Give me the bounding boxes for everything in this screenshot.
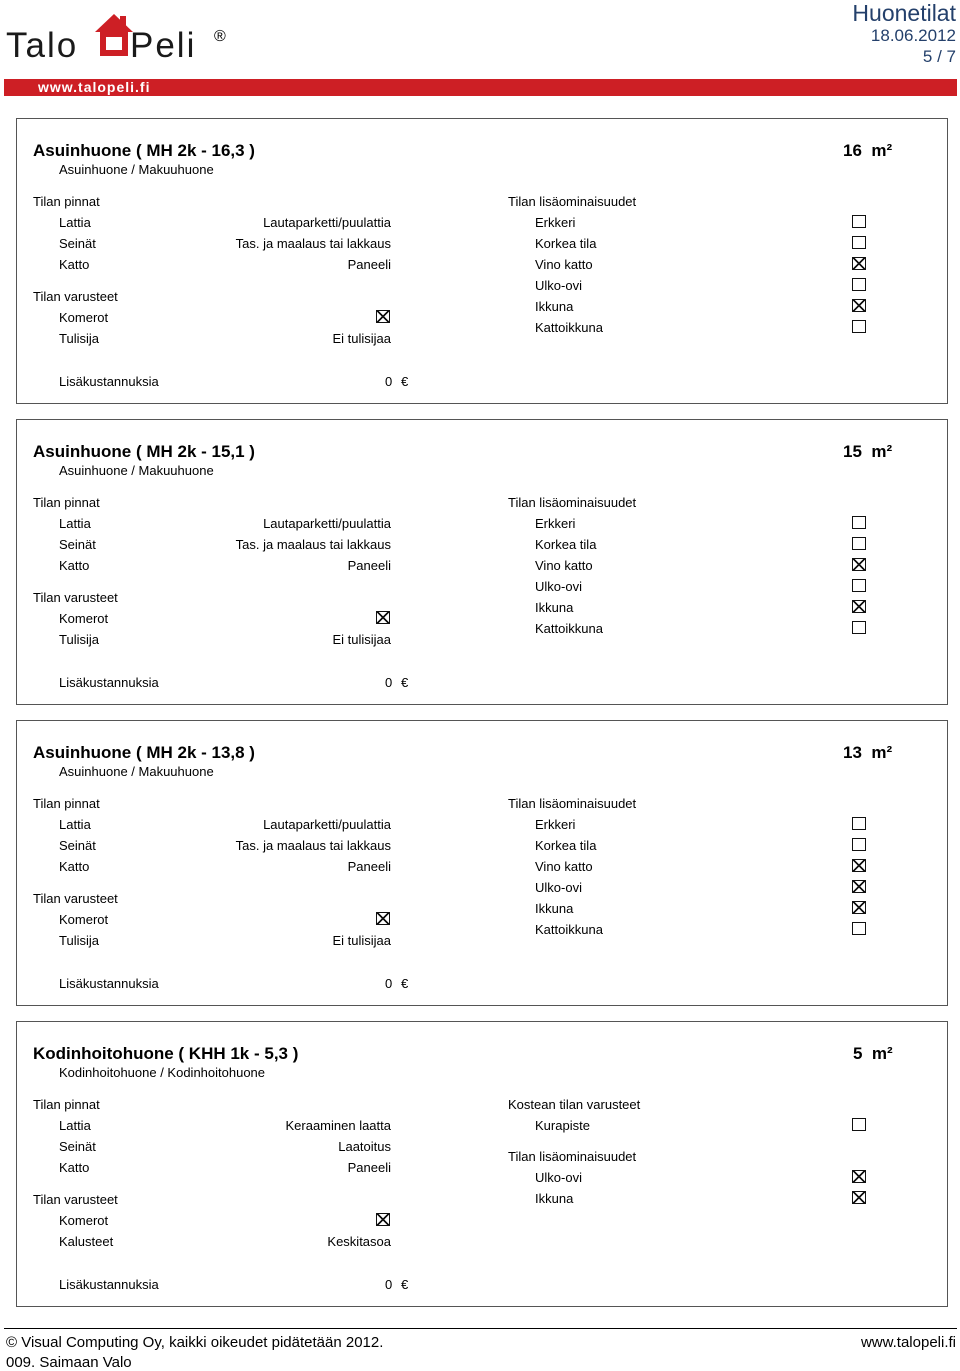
walls-label: Seinät: [59, 838, 96, 853]
room-name: Asuinhuone ( MH 2k - 13,8 ): [33, 743, 255, 762]
ceiling-value: Paneeli: [347, 1160, 391, 1175]
bay-checkbox[interactable]: [852, 516, 866, 529]
extra-costs-label: Lisäkustannuksia: [59, 374, 159, 389]
website-link[interactable]: www.talopeli.fi: [38, 79, 151, 95]
wet-equipment-heading: Kostean tilan varusteet: [508, 1097, 641, 1112]
equipment-heading: Tilan varusteet: [33, 289, 118, 304]
equipment-heading: Tilan varusteet: [33, 1192, 118, 1207]
surfaces-heading: Tilan pinnat: [33, 796, 100, 811]
bay-label: Erkkeri: [535, 516, 576, 531]
slanted-ceiling-label: Vino katto: [535, 257, 593, 272]
extra-costs-value: 0: [385, 374, 393, 389]
bay-label: Erkkeri: [535, 817, 576, 832]
floor-label: Lattia: [59, 817, 91, 832]
window-checkbox[interactable]: [852, 299, 866, 312]
closets-label: Komerot: [59, 1213, 109, 1228]
features-heading: Tilan lisäominaisuudet: [508, 796, 637, 811]
bay-checkbox[interactable]: [852, 817, 866, 830]
window-label: Ikkuna: [535, 600, 574, 615]
high-space-label: Korkea tila: [535, 537, 597, 552]
extra-costs-value: 0: [385, 675, 393, 690]
furniture-label: Kalusteet: [59, 1234, 114, 1249]
outdoor-door-checkbox[interactable]: [852, 579, 866, 592]
walls-value: Tas. ja maalaus tai lakkaus: [235, 236, 391, 251]
high-space-checkbox[interactable]: [852, 236, 866, 249]
high-space-checkbox[interactable]: [852, 838, 866, 851]
sink-checkbox[interactable]: [852, 1118, 866, 1131]
skylight-checkbox[interactable]: [852, 320, 866, 333]
fireplace-value: Ei tulisijaa: [332, 632, 391, 647]
room-card: [16, 419, 948, 705]
floor-value: Keraaminen laatta: [285, 1118, 391, 1133]
ceiling-value: Paneeli: [347, 558, 391, 573]
user-name: 009. Saimaan Valo: [6, 1354, 132, 1371]
extra-costs-label: Lisäkustannuksia: [59, 675, 159, 690]
furniture-value: Keskitasoa: [327, 1234, 391, 1249]
footer-divider: [4, 1328, 957, 1329]
ceiling-label: Katto: [59, 257, 90, 272]
closets-checkbox[interactable]: [376, 310, 390, 323]
skylight-label: Kattoikkuna: [535, 621, 603, 636]
walls-label: Seinät: [59, 1139, 96, 1154]
surfaces-heading: Tilan pinnat: [33, 194, 100, 209]
room-area: 15 m²: [843, 442, 893, 461]
slanted-ceiling-checkbox[interactable]: [852, 859, 866, 872]
fireplace-label: Tulisija: [59, 331, 99, 346]
fireplace-value: Ei tulisijaa: [332, 933, 391, 948]
sink-label: Kurapiste: [535, 1118, 590, 1133]
surfaces-heading: Tilan pinnat: [33, 1097, 100, 1112]
outdoor-door-checkbox[interactable]: [852, 880, 866, 893]
document-title: Huonetilat: [852, 0, 956, 26]
outdoor-door-label: Ulko-ovi: [535, 880, 582, 895]
page-number: 5 / 7: [922, 47, 956, 66]
features-heading: Tilan lisäominaisuudet: [508, 1149, 637, 1164]
closets-label: Komerot: [59, 611, 109, 626]
ceiling-label: Katto: [59, 859, 90, 874]
outdoor-door-checkbox[interactable]: [852, 1170, 866, 1183]
extra-costs-label: Lisäkustannuksia: [59, 1277, 159, 1292]
window-label: Ikkuna: [535, 1191, 574, 1206]
equipment-heading: Tilan varusteet: [33, 590, 118, 605]
walls-value: Tas. ja maalaus tai lakkaus: [235, 838, 391, 853]
bay-label: Erkkeri: [535, 215, 576, 230]
fireplace-label: Tulisija: [59, 933, 99, 948]
walls-value: Tas. ja maalaus tai lakkaus: [235, 537, 391, 552]
skylight-checkbox[interactable]: [852, 621, 866, 634]
room-name: Kodinhoitohuone ( KHH 1k - 5,3 ): [33, 1044, 299, 1063]
high-space-checkbox[interactable]: [852, 537, 866, 550]
skylight-checkbox[interactable]: [852, 922, 866, 935]
floor-value: Lautaparketti/puulattia: [263, 516, 391, 531]
registered-mark: ®: [214, 28, 226, 45]
logo-word-peli: Peli: [130, 26, 197, 65]
fireplace-label: Tulisija: [59, 632, 99, 647]
floor-label: Lattia: [59, 516, 91, 531]
room-type: Asuinhuone / Makuuhuone: [59, 764, 214, 779]
window-checkbox[interactable]: [852, 1191, 866, 1204]
high-space-label: Korkea tila: [535, 236, 597, 251]
room-card: [16, 118, 948, 404]
extra-costs-value: 0: [385, 1277, 393, 1292]
outdoor-door-label: Ulko-ovi: [535, 278, 582, 293]
room-area: 5 m²: [853, 1044, 893, 1063]
window-checkbox[interactable]: [852, 901, 866, 914]
floor-value: Lautaparketti/puulattia: [263, 215, 391, 230]
outdoor-door-label: Ulko-ovi: [535, 1170, 582, 1185]
ceiling-value: Paneeli: [347, 859, 391, 874]
closets-checkbox[interactable]: [376, 611, 390, 624]
room-name: Asuinhuone ( MH 2k - 15,1 ): [33, 442, 255, 461]
extra-costs-value: 0: [385, 976, 393, 991]
slanted-ceiling-checkbox[interactable]: [852, 257, 866, 270]
ceiling-label: Katto: [59, 1160, 90, 1175]
window-label: Ikkuna: [535, 299, 574, 314]
outdoor-door-label: Ulko-ovi: [535, 579, 582, 594]
floor-label: Lattia: [59, 1118, 91, 1133]
talopeli-logo: [6, 6, 236, 68]
euro-sign: €: [401, 1277, 409, 1292]
ceiling-value: Paneeli: [347, 257, 391, 272]
document-date: 18.06.2012: [870, 26, 956, 45]
features-heading: Tilan lisäominaisuudet: [508, 495, 637, 510]
room-type: Kodinhoitohuone / Kodinhoitohuone: [59, 1065, 266, 1080]
surfaces-heading: Tilan pinnat: [33, 495, 100, 510]
slanted-ceiling-label: Vino katto: [535, 558, 593, 573]
euro-sign: €: [401, 675, 409, 690]
features-heading: Tilan lisäominaisuudet: [508, 194, 637, 209]
room-area: 13 m²: [843, 743, 893, 762]
room-area: 16 m²: [843, 141, 893, 160]
slanted-ceiling-checkbox[interactable]: [852, 558, 866, 571]
walls-value: Laatoitus: [338, 1139, 391, 1154]
room-type: Asuinhuone / Makuuhuone: [59, 162, 214, 177]
bay-checkbox[interactable]: [852, 215, 866, 228]
room-card: [16, 1021, 948, 1307]
slanted-ceiling-label: Vino katto: [535, 859, 593, 874]
closets-label: Komerot: [59, 912, 109, 927]
floor-value: Lautaparketti/puulattia: [263, 817, 391, 832]
equipment-heading: Tilan varusteet: [33, 891, 118, 906]
window-label: Ikkuna: [535, 901, 574, 916]
walls-label: Seinät: [59, 236, 96, 251]
footer-website-link[interactable]: www.talopeli.fi: [860, 1334, 956, 1351]
extra-costs-label: Lisäkustannuksia: [59, 976, 159, 991]
closets-checkbox[interactable]: [376, 1213, 390, 1226]
room-card: [16, 720, 948, 1006]
euro-sign: €: [401, 976, 409, 991]
closets-label: Komerot: [59, 310, 109, 325]
fireplace-value: Ei tulisijaa: [332, 331, 391, 346]
skylight-label: Kattoikkuna: [535, 320, 603, 335]
skylight-label: Kattoikkuna: [535, 922, 603, 937]
floor-label: Lattia: [59, 215, 91, 230]
copyright-notice: © Visual Computing Oy, kaikki oikeudet pidätetään 2012.: [6, 1334, 384, 1351]
ceiling-label: Katto: [59, 558, 90, 573]
logo-word-talo: Talo: [6, 26, 79, 65]
high-space-label: Korkea tila: [535, 838, 597, 853]
url-banner: [4, 79, 957, 96]
room-type: Asuinhuone / Makuuhuone: [59, 463, 214, 478]
euro-sign: €: [401, 374, 409, 389]
window-checkbox[interactable]: [852, 600, 866, 613]
walls-label: Seinät: [59, 537, 96, 552]
closets-checkbox[interactable]: [376, 912, 390, 925]
outdoor-door-checkbox[interactable]: [852, 278, 866, 291]
room-name: Asuinhuone ( MH 2k - 16,3 ): [33, 141, 255, 160]
